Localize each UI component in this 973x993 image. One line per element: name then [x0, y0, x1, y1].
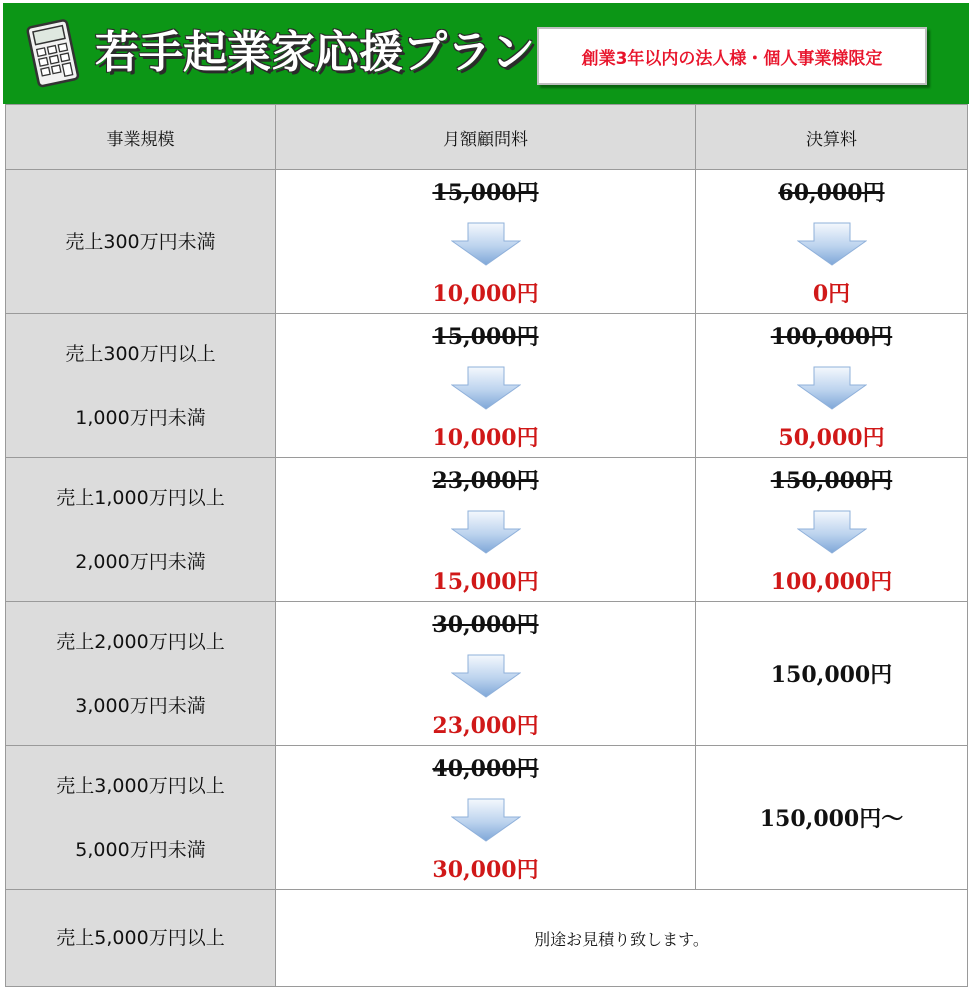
header-monthly-fee: 月額顧問料	[276, 105, 696, 170]
plan-banner	[3, 3, 969, 104]
old-price: 30,000円	[432, 612, 539, 638]
scale-line: 売上300万円以上	[65, 342, 216, 365]
settlement-fee-cell	[696, 746, 968, 890]
new-price: 100,000円	[770, 569, 893, 595]
new-price: 50,000円	[778, 425, 885, 451]
table-row	[6, 170, 968, 314]
new-price: 15,000円	[432, 569, 539, 595]
old-price: 15,000円	[432, 324, 539, 350]
settlement-fee-cell	[696, 602, 968, 746]
down-arrow-icon	[451, 798, 521, 842]
new-price: 10,000円	[432, 281, 539, 307]
old-price: 100,000円	[770, 324, 893, 350]
scale-line: 売上300万円未満	[65, 230, 216, 253]
table-row	[6, 602, 968, 746]
old-price: 15,000円	[432, 180, 539, 206]
new-price: 10,000円	[432, 425, 539, 451]
scale-line: 売上3,000万円以上	[56, 774, 225, 797]
scale-cell	[6, 170, 276, 314]
new-price: 30,000円	[432, 857, 539, 883]
header-business-scale: 事業規模	[6, 105, 276, 170]
pricing-table	[5, 104, 968, 987]
down-arrow-icon	[451, 654, 521, 698]
down-arrow-icon	[797, 510, 867, 554]
down-arrow-icon	[451, 510, 521, 554]
scale-line: 2,000万円未満	[75, 550, 206, 573]
old-price: 23,000円	[432, 468, 539, 494]
eligibility-badge	[537, 27, 927, 85]
old-price: 150,000円	[770, 468, 893, 494]
monthly-fee-cell	[276, 746, 696, 890]
settlement-price: 150,000円～	[759, 806, 904, 832]
estimate-note: 別途お見積り致します。	[276, 890, 968, 987]
new-price: 0円	[812, 281, 851, 307]
settlement-fee-cell	[696, 314, 968, 458]
settlement-fee-cell	[696, 458, 968, 602]
monthly-fee-cell	[276, 314, 696, 458]
scale-cell: 売上5,000万円以上	[6, 890, 276, 987]
calculator-icon	[23, 17, 85, 91]
down-arrow-icon	[451, 366, 521, 410]
eligibility-badge-text: 創業3年以内の法人様・個人事業様限定	[581, 48, 883, 69]
down-arrow-icon	[451, 222, 521, 266]
table-row	[6, 746, 968, 890]
monthly-fee-cell	[276, 170, 696, 314]
scale-cell	[6, 314, 276, 458]
settlement-price: 150,000円	[770, 662, 893, 688]
header-settlement-fee: 決算料	[696, 105, 968, 170]
old-price: 60,000円	[778, 180, 885, 206]
table-row	[6, 458, 968, 602]
scale-cell	[6, 602, 276, 746]
scale-cell	[6, 746, 276, 890]
down-arrow-icon	[797, 222, 867, 266]
scale-line: 売上2,000万円以上	[56, 630, 225, 653]
new-price: 23,000円	[432, 713, 539, 739]
table-row	[6, 314, 968, 458]
plan-title: 若手起業家応援プラン	[95, 27, 535, 78]
scale-line: 1,000万円未満	[75, 406, 206, 429]
scale-line: 売上1,000万円以上	[56, 486, 225, 509]
scale-line: 5,000万円未満	[75, 838, 206, 861]
table-header-row	[6, 105, 968, 170]
old-price: 40,000円	[432, 756, 539, 782]
scale-cell	[6, 458, 276, 602]
monthly-fee-cell	[276, 458, 696, 602]
down-arrow-icon	[797, 366, 867, 410]
settlement-fee-cell	[696, 170, 968, 314]
scale-line: 3,000万円未満	[75, 694, 206, 717]
table-row	[6, 890, 968, 987]
monthly-fee-cell	[276, 602, 696, 746]
